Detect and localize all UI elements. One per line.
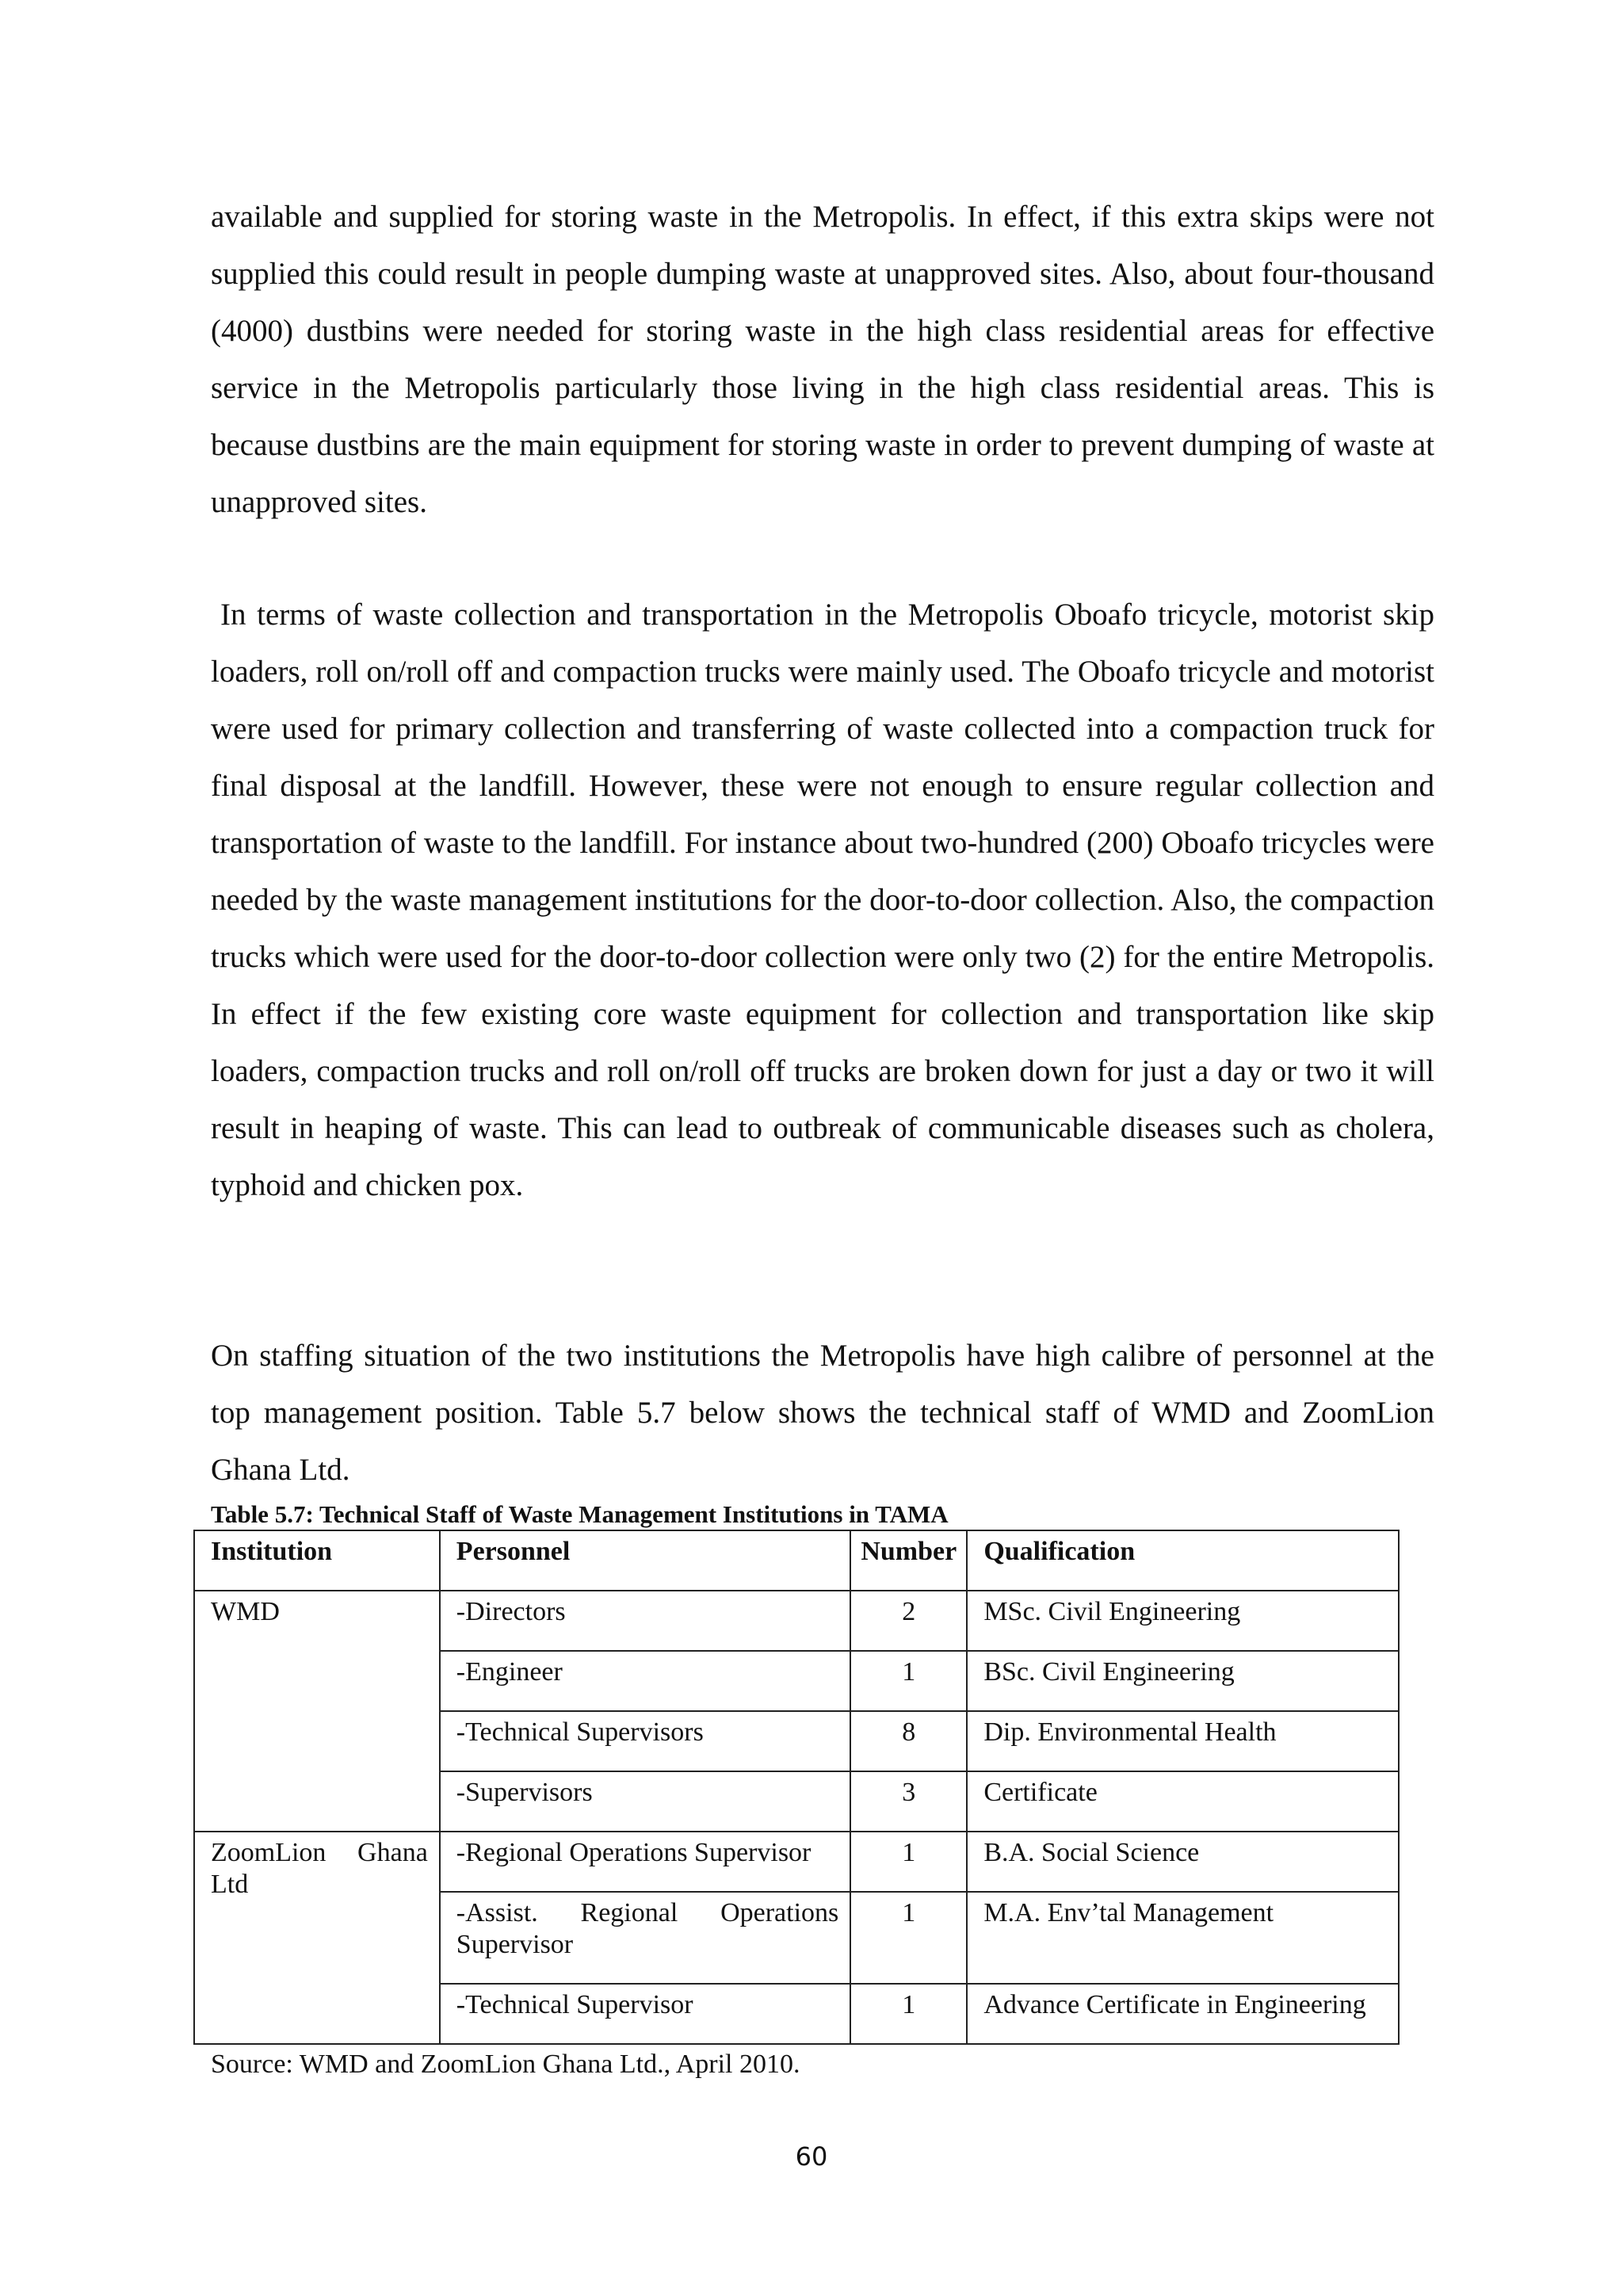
table-caption: Table 5.7: Technical Staff of Waste Management Institutions in TAMA (211, 1500, 949, 1528)
personnel-cell: -Assist. Regional Operations Supervisor (440, 1892, 850, 1984)
body-paragraph-dustbins: available and supplied for storing waste in the Metropolis. In effect, if this extra skips were not supplied this could result in people dumping waste at unapproved sites. Also, about four-thousand (4000) dustbins were needed for storing waste in the high class residential areas for effective service in the Metropolis particularly those living in the high class residential areas. This is because dustbins are the main equipment for storing waste in order to prevent dumping of waste at unapproved sites. (211, 200, 1434, 519)
body-paragraph-collection: In terms of waste collection and transportation in the Metropolis Oboafo tricycle, motorist skip loaders, roll on/roll off and compaction trucks were mainly used. The Oboafo tricycle and motorist were used for primary collection and transferring of waste collected into a compaction truck for final disposal at the landfill. However, these were not enough to ensure regular collection and transportation of waste to the landfill. For instance about two-hundred (200) Oboafo tricycles were needed by the waste management institutions for the door-to-door collection. Also, the compaction trucks which were used for the door-to-door collection were only two (2) for the entire Metropolis. In effect if the few existing core waste equipment for collection and transportation like skip loaders, compaction trucks and roll on/roll off trucks are broken down for just a day or two it will result in heaping of waste. This can lead to outbreak of communicable diseases such as cholera, typhoid and chicken pox. (211, 598, 1434, 1202)
qualification-cell: Dip. Environmental Health (967, 1711, 1399, 1771)
header-personnel: Personnel (440, 1530, 850, 1591)
header-qualification: Qualification (967, 1530, 1399, 1591)
table-header-row (194, 1530, 1399, 1591)
table-source-note: Source: WMD and ZoomLion Ghana Ltd., April 2010. (211, 2050, 800, 2079)
header-number: Number (850, 1530, 967, 1591)
technical-staff-table (193, 1530, 1400, 2045)
qualification-cell: MSc. Civil Engineering (967, 1591, 1399, 1651)
number-cell: 1 (850, 1984, 967, 2044)
qualification-cell: BSc. Civil Engineering (967, 1651, 1399, 1711)
number-cell: 3 (850, 1771, 967, 1832)
number-cell: 1 (850, 1892, 967, 1984)
number-cell: 8 (850, 1711, 967, 1771)
institution-cell-wmd: WMD (194, 1591, 440, 1832)
header-institution: Institution (194, 1530, 440, 1591)
number-cell: 1 (850, 1651, 967, 1711)
personnel-cell: -Engineer (440, 1651, 850, 1711)
page-number: 60 (795, 2141, 828, 2172)
number-cell: 1 (850, 1832, 967, 1892)
personnel-cell: -Supervisors (440, 1771, 850, 1832)
table-row (194, 1832, 1399, 1892)
qualification-cell: B.A. Social Science (967, 1832, 1399, 1892)
personnel-cell: -Regional Operations Supervisor (440, 1832, 850, 1892)
personnel-cell: -Directors (440, 1591, 850, 1651)
qualification-cell: Advance Certificate in Engineering (967, 1984, 1399, 2044)
personnel-cell: -Technical Supervisor (440, 1984, 850, 2044)
body-paragraph-staffing: On staffing situation of the two institutions the Metropolis have high calibre of personnel at the top management position. Table 5.7 below shows the technical staff of WMD and ZoomLion Ghana Ltd. (211, 1339, 1434, 1487)
qualification-cell: Certificate (967, 1771, 1399, 1832)
qualification-cell: M.A. Env’tal Management (967, 1892, 1399, 1984)
institution-cell-zoomlion: ZoomLion Ghana Ltd (194, 1832, 440, 2044)
number-cell: 2 (850, 1591, 967, 1651)
personnel-cell: -Technical Supervisors (440, 1711, 850, 1771)
table-row (194, 1591, 1399, 1651)
